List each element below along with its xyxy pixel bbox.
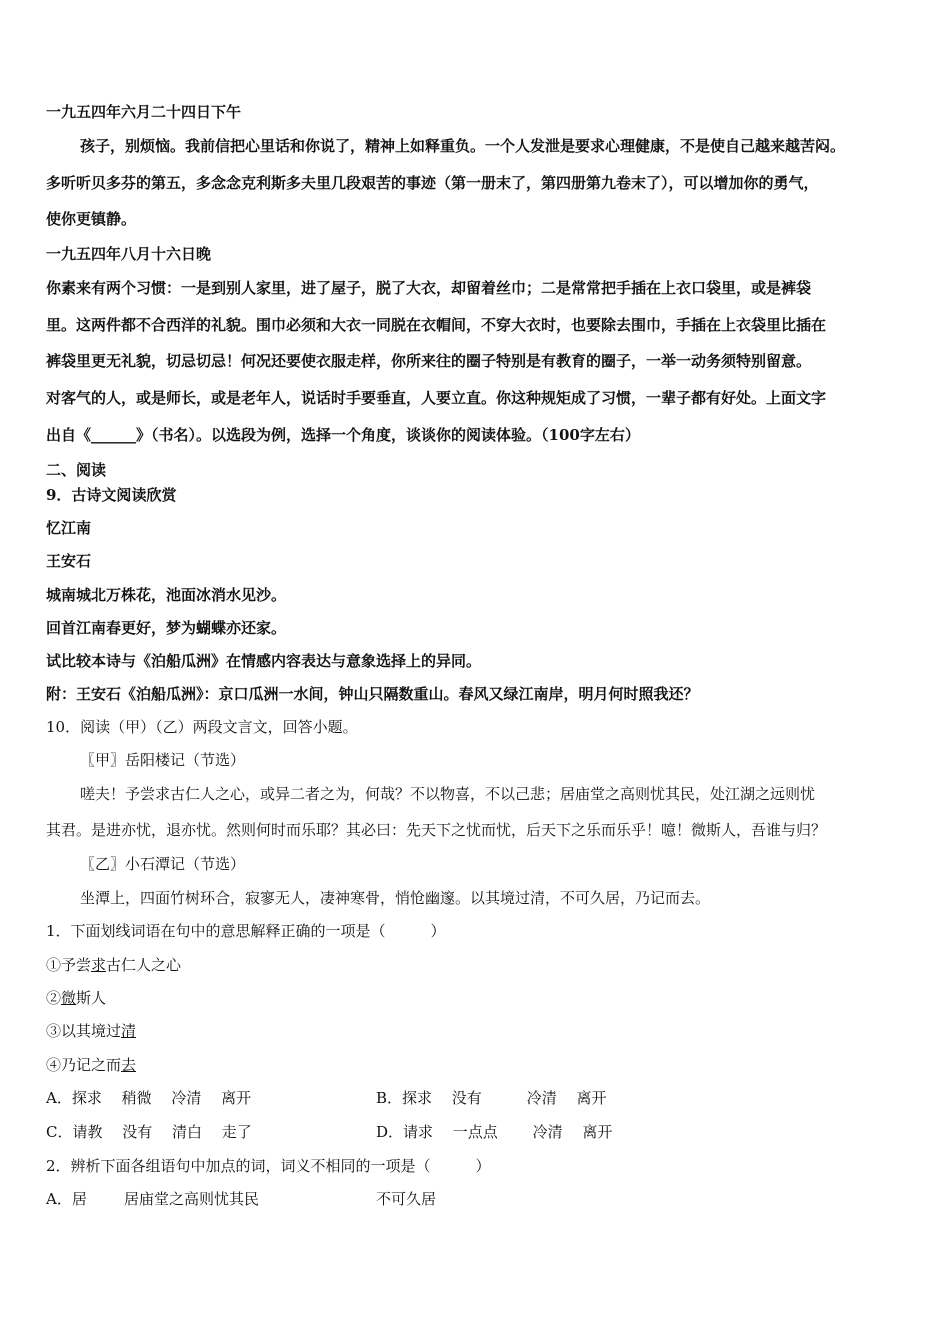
letter-paragraph-2-line-4: 对客气的人，或是师长，或是老年人，说话时手要垂直，人要立直。你这种规矩成了习惯，一辈子都有好处。上面文字 xyxy=(46,389,827,407)
letter-paragraph-2-line-1: 你素来有两个习惯：一是到别人家里，进了屋子，脱了大衣，却留着丝巾；二是常常把手插在上衣口袋里，或是裤袋 xyxy=(46,279,812,297)
letter-paragraph-1-line-1: 孩子，别烦恼。我前信把心里话和你说了，精神上如释重负。一个人发泄是要求心理健康，不是使自己越来越苦闷。 xyxy=(80,137,846,155)
passage-yi-title: 〖乙〗小石潭记（节选） xyxy=(80,855,246,873)
letter-paragraph-2-line-5: 出自《______》（书名）。以选段为例，选择一个角度，谈谈你的阅读体验。（100字左右） xyxy=(46,426,640,444)
letter-date-2: 一九五四年八月十六日晚 xyxy=(46,245,212,263)
poem-author: 王安石 xyxy=(46,552,92,570)
question-9-prompt: 试比较本诗与《泊船瓜洲》在情感内容表达与意象选择上的异同。 xyxy=(46,652,482,670)
passage-jia-line-2: 其君。是进亦忧，退亦忧。然则何时而乐耶？其必曰：先天下之忧而忧，后天下之乐而乐乎！噫！微斯人，吾谁与归？ xyxy=(46,821,827,839)
question-10-heading: 10．阅读（甲）（乙）两段文言文，回答小题。 xyxy=(46,718,358,736)
sub-question-1-option-c: C．请教 没有 清白 走了 xyxy=(46,1123,252,1141)
sub-question-1-item-3: ③以其境过清 xyxy=(46,1022,137,1040)
sub-question-2-option-a-sentence-1: 居庙堂之高则忧其民 xyxy=(124,1190,260,1208)
passage-yi-line-1: 坐潭上，四面竹树环合，寂寥无人，凄神寒骨，悄怆幽邃。以其境过清，不可久居，乃记而去。 xyxy=(80,889,711,907)
question-9-appendix: 附：王安石《泊船瓜洲》：京口瓜洲一水间，钟山只隔数重山。春风又绿江南岸，明月何时照我还？ xyxy=(46,685,699,703)
section-heading-reading: 二、阅读 xyxy=(46,461,107,479)
sub-question-1-item-4: ④乃记之而去 xyxy=(46,1056,137,1074)
sub-question-1-item-1: ①予尝求古仁人之心 xyxy=(46,956,182,974)
letter-date-1: 一九五四年六月二十四日下午 xyxy=(46,103,242,121)
sub-question-1-stem: 1．下面划线词语在句中的意思解释正确的一项是（ ） xyxy=(46,922,446,940)
sub-question-1-option-b: B．探求 没有 冷清 离开 xyxy=(376,1089,607,1107)
letter-paragraph-1-line-2: 多听听贝多芬的第五，多念念克利斯多夫里几段艰苦的事迹（第一册末了，第四册第九卷末了），可以增加你的勇气， xyxy=(46,174,819,192)
sub-question-2-stem: 2．辨析下面各组语句中加点的词，词义不相同的一项是（ ） xyxy=(46,1157,491,1175)
poem-title: 忆江南 xyxy=(46,519,92,537)
passage-jia-line-1: 嗟夫！予尝求古仁人之心，或异二者之为，何哉？不以物喜，不以己悲；居庙堂之高则忧其民，处江湖之远则忧 xyxy=(80,785,816,803)
sub-question-1-option-a: A．探求 稍微 冷清 离开 xyxy=(46,1089,252,1107)
sub-question-1-option-d: D．请求 一点点 冷清 离开 xyxy=(376,1123,613,1141)
letter-paragraph-2-line-3: 裤袋里更无礼貌，切忌切忌！何况还要使衣服走样，你所来往的圈子特别是有教育的圈子，一举一动务须特别留意。 xyxy=(46,352,812,370)
passage-jia-title: 〖甲〗岳阳楼记（节选） xyxy=(80,751,246,769)
sub-question-1-item-2: ②微斯人 xyxy=(46,989,107,1007)
sub-question-2-option-a-sentence-2: 不可久居 xyxy=(376,1190,437,1208)
letter-paragraph-2-line-2: 里。这两件都不合西洋的礼貌。围巾必须和大衣一同脱在衣帽间，不穿大衣时，也要除去围巾，手插在上衣袋里比插在 xyxy=(46,316,827,334)
question-9-heading: 9．古诗文阅读欣赏 xyxy=(46,486,177,504)
poem-line-1: 城南城北万株花，池面冰消水见沙。 xyxy=(46,586,287,604)
poem-line-2: 回首江南春更好，梦为蝴蝶亦还家。 xyxy=(46,619,287,637)
sub-question-2-option-a-label: A．居 xyxy=(46,1190,87,1208)
letter-paragraph-1-line-3: 使你更镇静。 xyxy=(46,210,137,228)
